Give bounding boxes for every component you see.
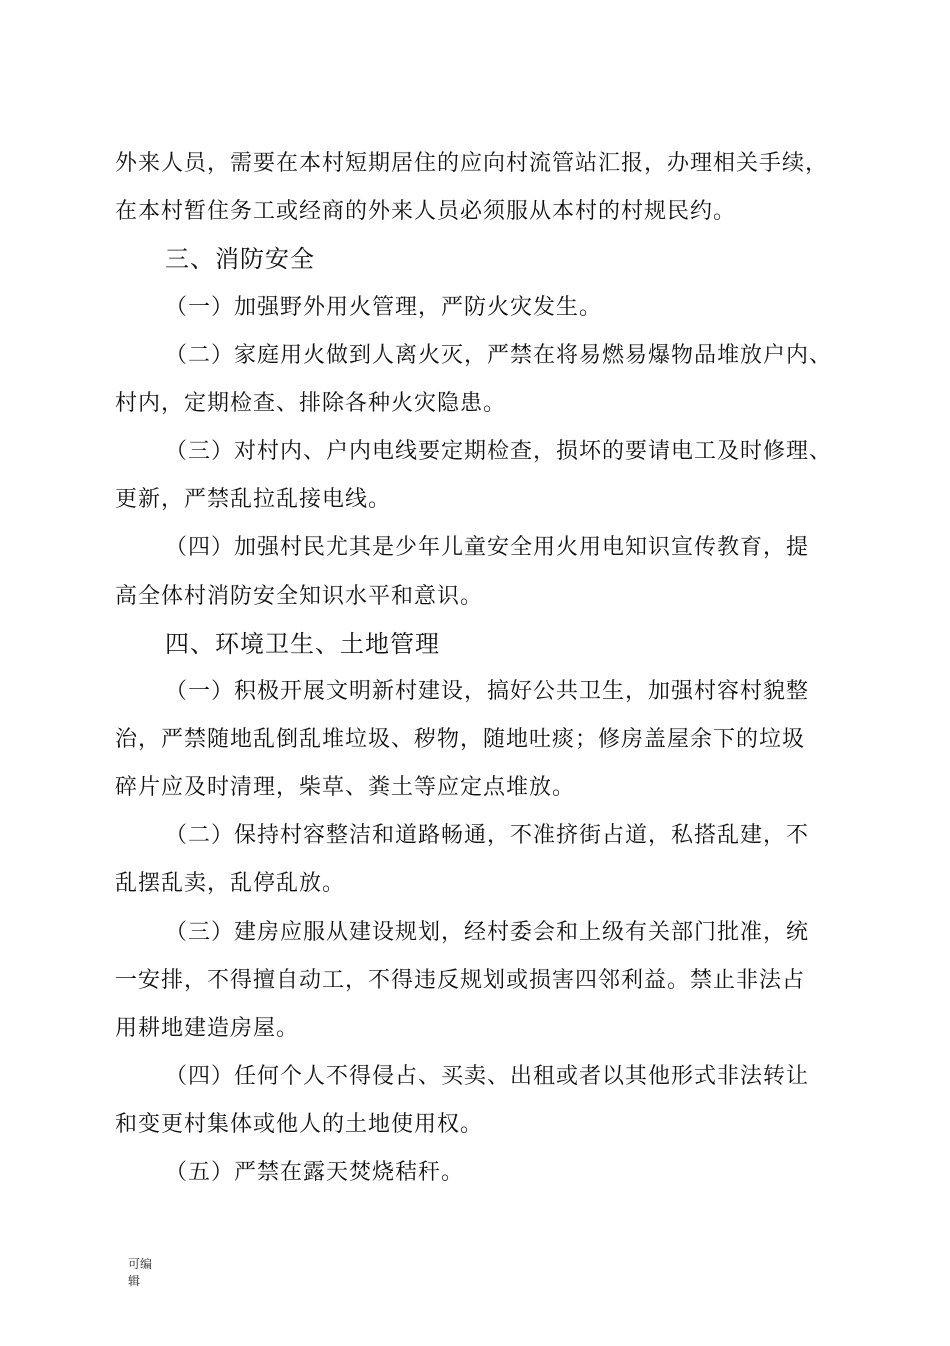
body-text-line: 更新，严禁乱拉乱接电线。 — [115, 487, 392, 512]
body-text-line: （一）积极开展文明新村建设，搞好公共卫生，加强村容村貌整 — [165, 679, 810, 704]
section-heading-fire-safety: 三、消防安全 — [165, 245, 315, 273]
section-heading-environment-land: 四、环境卫生、土地管理 — [165, 630, 440, 658]
body-text-line: （五）严禁在露天焚烧秸秆。 — [165, 1160, 465, 1185]
body-text-line: 外来人员，需要在本村短期居住的应向村流管站汇报，办理相关手续， — [115, 151, 829, 176]
body-text-line: （二）保持村容整洁和道路畅通，不准挤街占道，私搭乱建，不 — [165, 823, 810, 848]
body-text-line: 和变更村集体或他人的土地使用权。 — [115, 1112, 484, 1137]
body-text-line: 一安排，不得擅自动工，不得违反规划或损害四邻利益。禁止非法占 — [115, 968, 806, 993]
body-text-line: 用耕地建造房屋。 — [115, 1016, 300, 1041]
editable-watermark-note — [128, 1256, 158, 1290]
body-text-line: （四）任何个人不得侵占、买卖、出租或者以其他形式非法转让 — [165, 1064, 810, 1089]
body-text-line: （三）建房应服从建设规划，经村委会和上级有关部门批准，统 — [165, 920, 810, 945]
body-text-line: 在本村暂住务工或经商的外来人员必须服从本村的村规民约。 — [115, 199, 737, 224]
body-text-line: 村内，定期检查、排除各种火灾隐患。 — [115, 391, 507, 416]
body-text-line: （二）家庭用火做到人离火灭，严禁在将易燃易爆物品堆放户内、 — [165, 343, 833, 368]
footer-line: 辑 — [128, 1274, 141, 1288]
body-text-line: （一）加强野外用火管理，严防火灾发生。 — [165, 295, 603, 320]
body-text-line: 治，严禁随地乱倒乱堆垃圾、秽物，随地吐痰；修房盖屋余下的垃圾 — [115, 727, 806, 752]
body-text-line: （三）对村内、户内电线要定期检查，损坏的要请电工及时修理、 — [165, 439, 833, 464]
body-text-line: （四）加强村民尤其是少年儿童安全用火用电知识宣传教育，提 — [165, 535, 810, 560]
body-text-line: 乱摆乱卖，乱停乱放。 — [115, 871, 346, 896]
body-text-line: 高全体村消防安全知识水平和意识。 — [115, 584, 484, 609]
footer-line: 可编 — [128, 1257, 153, 1271]
body-text-line: 碎片应及时清理，柴草、粪土等应定点堆放。 — [115, 775, 576, 800]
